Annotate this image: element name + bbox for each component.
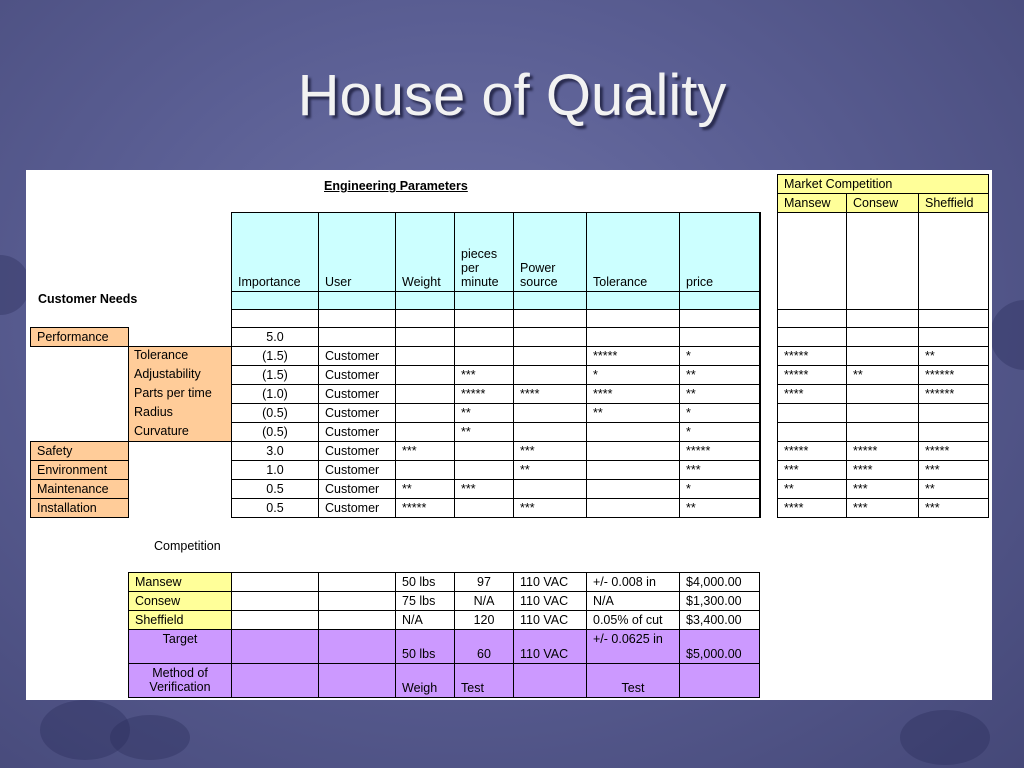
- column-header-user: User: [318, 212, 396, 292]
- need-consew: [846, 384, 919, 404]
- competitor-row-mansew: Mansew: [128, 572, 232, 592]
- column-header-importance: Importance: [231, 212, 319, 292]
- competitor-blank: [231, 591, 319, 611]
- competitor-blank: [231, 610, 319, 630]
- header-strip-cell: [679, 291, 760, 310]
- need-sub-curvature: Curvature: [128, 422, 232, 442]
- need-group-environment: Environment: [30, 460, 129, 480]
- competitor-ppm: 97: [454, 572, 514, 592]
- need-user: Customer: [318, 498, 396, 518]
- need-price: ***: [679, 460, 760, 480]
- competitor-blank: [318, 610, 396, 630]
- customer-needs-label: Customer Needs: [38, 292, 138, 306]
- need-weight: ***: [395, 441, 455, 461]
- need-mansew: *****: [777, 365, 847, 385]
- spacer-cell: [231, 309, 319, 328]
- need-power: **: [513, 460, 587, 480]
- competitor-header-mansew: Mansew: [777, 193, 847, 213]
- column-header-power: Power source: [513, 212, 587, 292]
- target-tolerance: +/- 0.0625 in: [586, 629, 680, 664]
- spacer-cell: [318, 309, 396, 328]
- need-consew: ****: [846, 460, 919, 480]
- spacer-cell: [679, 309, 760, 328]
- competitor-blank: [231, 572, 319, 592]
- need-user: [318, 327, 396, 347]
- need-price: **: [679, 384, 760, 404]
- need-tolerance: ****: [586, 384, 680, 404]
- competitor-row-sheffield: Sheffield: [128, 610, 232, 630]
- need-sheffield: ***: [918, 460, 989, 480]
- need-weight: [395, 365, 455, 385]
- need-user: Customer: [318, 441, 396, 461]
- need-consew: [846, 422, 919, 442]
- verification-ppm: Test: [454, 663, 514, 698]
- need-importance: 1.0: [231, 460, 319, 480]
- competitor-price: $1,300.00: [679, 591, 760, 611]
- column-header-weight: Weight: [395, 212, 455, 292]
- need-importance: (0.5): [231, 422, 319, 442]
- need-weight: [395, 346, 455, 366]
- competitor-tolerance: +/- 0.008 in: [586, 572, 680, 592]
- need-power: ****: [513, 384, 587, 404]
- need-mansew: [777, 327, 847, 347]
- competitor-weight: 75 lbs: [395, 591, 455, 611]
- need-weight: [395, 384, 455, 404]
- need-sheffield: *****: [918, 441, 989, 461]
- need-user: Customer: [318, 460, 396, 480]
- competitor-ppm: N/A: [454, 591, 514, 611]
- need-group-safety: Safety: [30, 441, 129, 461]
- competitor-tolerance: N/A: [586, 591, 680, 611]
- competitor-power: 110 VAC: [513, 591, 587, 611]
- need-tolerance: **: [586, 403, 680, 423]
- need-weight: [395, 403, 455, 423]
- need-blank: [759, 403, 761, 423]
- need-importance: (1.5): [231, 346, 319, 366]
- need-group-maintenance: Maintenance: [30, 479, 129, 499]
- need-power: [513, 365, 587, 385]
- competitor-row-consew: Consew: [128, 591, 232, 611]
- verification-price: [679, 663, 760, 698]
- need-power: [513, 327, 587, 347]
- need-tolerance: [586, 460, 680, 480]
- market-competition-header: Market Competition: [777, 174, 989, 194]
- need-ppm: [454, 441, 514, 461]
- need-mansew: *****: [777, 441, 847, 461]
- target-weight: 50 lbs: [395, 629, 455, 664]
- need-tolerance: [586, 441, 680, 461]
- need-blank: [759, 460, 761, 480]
- need-sub-adjustability: Adjustability: [128, 365, 232, 385]
- verification-blank: [231, 663, 319, 698]
- need-ppm: [454, 346, 514, 366]
- need-importance: (1.5): [231, 365, 319, 385]
- need-ppm: ***: [454, 365, 514, 385]
- need-price: **: [679, 498, 760, 518]
- need-sheffield: [918, 403, 989, 423]
- need-tolerance: [586, 327, 680, 347]
- need-mansew: [777, 422, 847, 442]
- spacer-cell: [454, 309, 514, 328]
- verification-weight: Weigh: [395, 663, 455, 698]
- target-power: 110 VAC: [513, 629, 587, 664]
- need-blank: [759, 346, 761, 366]
- need-sub-radius: Radius: [128, 403, 232, 423]
- need-user: Customer: [318, 384, 396, 404]
- competitor-price: $3,400.00: [679, 610, 760, 630]
- spacer-cell: [846, 309, 919, 328]
- need-tolerance: *: [586, 365, 680, 385]
- sub-needs-border: [128, 346, 232, 442]
- header-strip-cell: [759, 291, 761, 310]
- need-blank: [759, 441, 761, 461]
- competitor-power: 110 VAC: [513, 610, 587, 630]
- need-price: *****: [679, 441, 760, 461]
- competitor-weight: N/A: [395, 610, 455, 630]
- need-blank: [759, 365, 761, 385]
- need-price: *: [679, 403, 760, 423]
- competitor-price: $4,000.00: [679, 572, 760, 592]
- need-blank: [759, 422, 761, 442]
- background-bubble: [900, 710, 990, 765]
- need-mansew: ****: [777, 384, 847, 404]
- column-header-tolerance: Tolerance: [586, 212, 680, 292]
- spacer-cell: [918, 309, 989, 328]
- competitor-header-body: [777, 212, 847, 310]
- need-consew: *****: [846, 441, 919, 461]
- need-importance: 0.5: [231, 479, 319, 499]
- competitor-tolerance: 0.05% of cut: [586, 610, 680, 630]
- column-header-ppm: pieces per minute: [454, 212, 514, 292]
- background-bubble: [990, 300, 1024, 370]
- background-bubble: [40, 700, 130, 760]
- slide-title: House of Quality: [297, 63, 727, 128]
- verification-tolerance: Test: [586, 663, 680, 698]
- need-weight: [395, 422, 455, 442]
- verification-blank: [318, 663, 396, 698]
- need-price: *: [679, 346, 760, 366]
- need-ppm: [454, 460, 514, 480]
- need-ppm: **: [454, 422, 514, 442]
- need-price: [679, 327, 760, 347]
- need-price: **: [679, 365, 760, 385]
- target-label: Target: [128, 629, 232, 664]
- competition-label: Competition: [154, 539, 221, 553]
- competitor-header-consew: Consew: [846, 193, 919, 213]
- spacer-cell: [513, 309, 587, 328]
- target-ppm: 60: [454, 629, 514, 664]
- need-sheffield: [918, 327, 989, 347]
- competitor-header-sheffield: Sheffield: [918, 193, 989, 213]
- target-blank: [231, 629, 319, 664]
- need-weight: *****: [395, 498, 455, 518]
- need-price: *: [679, 422, 760, 442]
- need-blank: [759, 327, 761, 347]
- need-user: Customer: [318, 365, 396, 385]
- need-mansew: ****: [777, 498, 847, 518]
- header-strip-cell: [513, 291, 587, 310]
- competitor-header-body: [918, 212, 989, 310]
- need-user: Customer: [318, 403, 396, 423]
- header-strip-cell: [318, 291, 396, 310]
- column-header-blank: [759, 212, 761, 292]
- need-group-installation: Installation: [30, 498, 129, 518]
- need-ppm: [454, 498, 514, 518]
- competitor-ppm: 120: [454, 610, 514, 630]
- need-weight: **: [395, 479, 455, 499]
- need-importance: (1.0): [231, 384, 319, 404]
- need-consew: ***: [846, 498, 919, 518]
- need-blank: [759, 498, 761, 518]
- need-consew: [846, 327, 919, 347]
- competitor-power: 110 VAC: [513, 572, 587, 592]
- need-sheffield: ******: [918, 384, 989, 404]
- need-sheffield: ******: [918, 365, 989, 385]
- need-power: ***: [513, 498, 587, 518]
- column-header-price: price: [679, 212, 760, 292]
- need-sub-tolerance: Tolerance: [128, 346, 232, 366]
- spacer-cell: [777, 309, 847, 328]
- need-tolerance: [586, 422, 680, 442]
- engineering-parameters-header: Engineering Parameters: [324, 179, 468, 193]
- need-tolerance: [586, 498, 680, 518]
- need-mansew: ***: [777, 460, 847, 480]
- need-tolerance: [586, 479, 680, 499]
- header-strip-cell: [395, 291, 455, 310]
- need-tolerance: *****: [586, 346, 680, 366]
- competitor-blank: [318, 591, 396, 611]
- need-consew: [846, 403, 919, 423]
- need-ppm: ***: [454, 479, 514, 499]
- need-power: [513, 422, 587, 442]
- spacer-cell: [586, 309, 680, 328]
- spacer-cell: [395, 309, 455, 328]
- need-power: ***: [513, 441, 587, 461]
- need-weight: [395, 460, 455, 480]
- header-strip-cell: [586, 291, 680, 310]
- need-mansew: [777, 403, 847, 423]
- need-power: [513, 403, 587, 423]
- target-blank: [318, 629, 396, 664]
- need-mansew: *****: [777, 346, 847, 366]
- header-strip-cell: [454, 291, 514, 310]
- need-group-performance: Performance: [30, 327, 129, 347]
- need-consew: **: [846, 365, 919, 385]
- need-consew: [846, 346, 919, 366]
- need-power: [513, 479, 587, 499]
- need-ppm: *****: [454, 384, 514, 404]
- need-importance: 3.0: [231, 441, 319, 461]
- need-sheffield: ***: [918, 498, 989, 518]
- need-importance: 0.5: [231, 498, 319, 518]
- house-of-quality-sheet: [26, 170, 992, 700]
- need-power: [513, 346, 587, 366]
- need-ppm: **: [454, 403, 514, 423]
- need-blank: [759, 384, 761, 404]
- need-importance: 5.0: [231, 327, 319, 347]
- verification-power: [513, 663, 587, 698]
- need-importance: (0.5): [231, 403, 319, 423]
- need-sheffield: **: [918, 346, 989, 366]
- spacer-cell: [759, 309, 761, 328]
- need-user: Customer: [318, 346, 396, 366]
- need-user: Customer: [318, 422, 396, 442]
- need-user: Customer: [318, 479, 396, 499]
- need-price: *: [679, 479, 760, 499]
- verification-label: Method of Verification: [128, 663, 232, 698]
- need-mansew: **: [777, 479, 847, 499]
- need-ppm: [454, 327, 514, 347]
- target-price: $5,000.00: [679, 629, 760, 664]
- need-blank: [759, 479, 761, 499]
- need-sub-parts-per-time: Parts per time: [128, 384, 232, 404]
- need-sheffield: [918, 422, 989, 442]
- competitor-blank: [318, 572, 396, 592]
- need-consew: ***: [846, 479, 919, 499]
- header-strip-cell: [231, 291, 319, 310]
- competitor-weight: 50 lbs: [395, 572, 455, 592]
- competitor-header-body: [846, 212, 919, 310]
- need-weight: [395, 327, 455, 347]
- need-sheffield: **: [918, 479, 989, 499]
